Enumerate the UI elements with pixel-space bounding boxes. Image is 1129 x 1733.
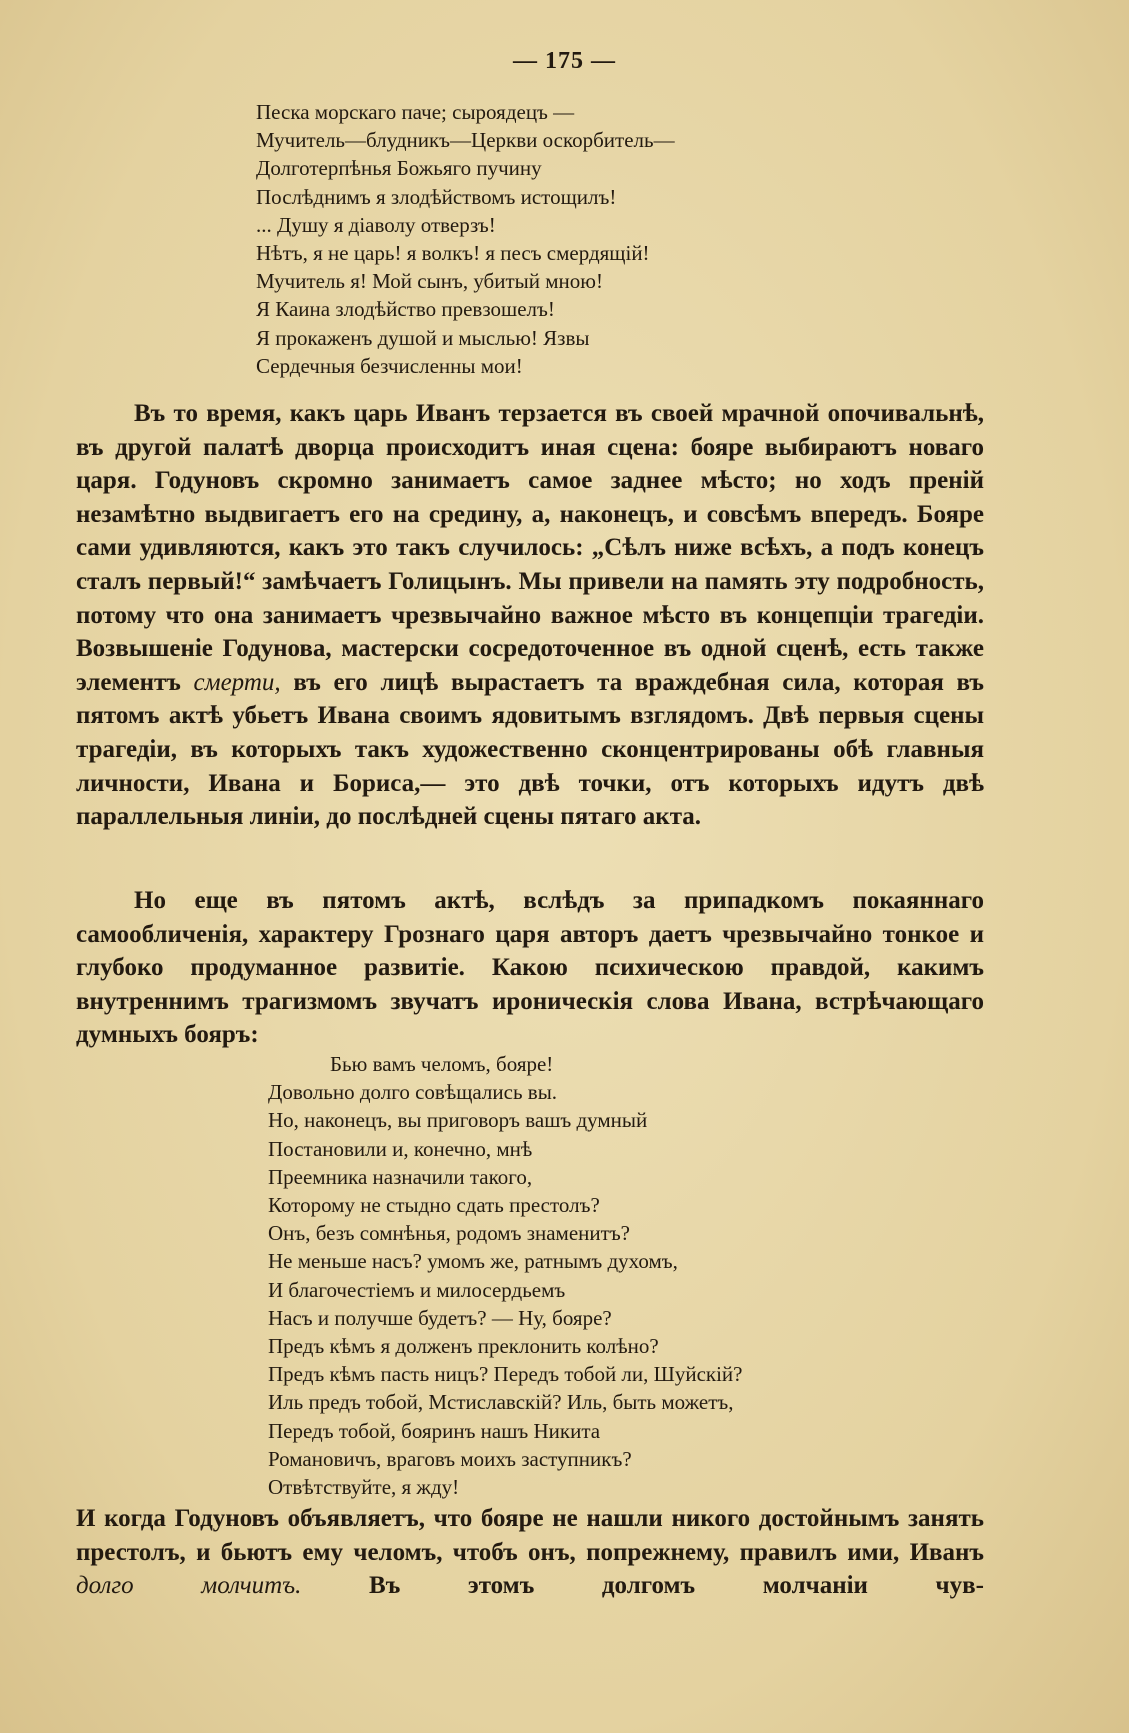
prose-paragraph-2 <box>76 884 984 1052</box>
paragraph-text-part: И когда Годуновъ объявляетъ, что бояре не нашли никого достойнымъ занять престолъ, и бьютъ ему челомъ, чтобъ онъ, попрежнему, правилъ ими, Иванъ <box>76 1505 984 1566</box>
verse-line: Долготерпѣнья Божьяго пучину <box>256 156 542 181</box>
verse-block-1 <box>256 98 675 380</box>
paragraph-text-part: Въ этомъ долгомъ молчаніи чув- <box>301 1572 984 1600</box>
verse-line: Я прокаженъ душой и мыслью! Язвы <box>256 325 590 350</box>
verse-line: Песка морскаго паче; сыроядецъ — <box>256 100 575 124</box>
paragraph-text <box>76 1502 984 1603</box>
verse-line: Не меньше насъ? умомъ же, ратнымъ духомъ, <box>268 1249 678 1274</box>
italic-phrase: долго молчитъ. <box>76 1572 302 1600</box>
verse-line: Мучитель я! Мой сынъ, убитый мною! <box>256 269 603 294</box>
verse-line: Послѣднимъ я злодѣйствомъ истощилъ! <box>256 184 617 209</box>
verse-line: Постановили и, конечно, мнѣ <box>268 1136 533 1161</box>
verse-line: Сердечныя безчисленны мои! <box>256 353 523 378</box>
verse-line: Передъ тобой, бояринъ нашъ Никита <box>268 1418 601 1443</box>
verse-line: Которому не стыдно сдать престолъ? <box>268 1193 600 1218</box>
prose-paragraph-1 <box>76 397 984 834</box>
verse-line: ... Душу я діаволу отверзъ! <box>256 212 496 237</box>
verse-line: Онъ, безъ сомнѣнья, родомъ знаменитъ? <box>268 1221 630 1246</box>
page-number: — 175 — <box>513 48 616 74</box>
paragraph-text <box>76 397 984 834</box>
verse-line: И благочестіемъ и милосердьемъ <box>268 1277 566 1302</box>
verse-line: Нѣтъ, я не царь! я волкъ! я песъ смердящій! <box>256 241 650 266</box>
verse-line: Предъ кѣмъ пасть ницъ? Передъ тобой ли, Шуйскій? <box>268 1362 743 1387</box>
paragraph-text-part: въ его лицѣ вырастаетъ та враждебная сила, которая въ пятомъ актѣ убьетъ Ивана своимъ ядовитымъ взглядомъ. Двѣ первыя сцены трагедіи, въ которыхъ такъ художественно сконцентрированы обѣ главныя личности, Ивана и Бориса,— это двѣ точки, отъ которыхъ идутъ двѣ параллельныя линіи, до послѣдней сцены пятаго акта. <box>76 668 984 831</box>
verse-block-2 <box>268 1050 743 1501</box>
verse-line: Мучитель—блудникъ—Церкви оскорбитель— <box>256 128 675 153</box>
verse-line: Насъ и получше будетъ? — Ну, бояре? <box>268 1305 612 1330</box>
verse-line: Бью вамъ челомъ, бояре! <box>330 1052 554 1076</box>
paragraph-text: Но еще въ пятомъ актѣ, вслѣдъ за припадкомъ покаяннаго самообличенія, характеру Грознаго царя авторъ даетъ чрезвычайно тонкое и глубоко продуманное развитіе. Какою психическою правдой, какимъ внутреннимъ трагизмомъ звучатъ ироническія слова Ивана, встрѣчающаго думныхъ бояръ: <box>76 887 984 1049</box>
prose-paragraph-3 <box>76 1502 984 1603</box>
paragraph-text-part: Въ то время, какъ царь Иванъ терзается въ своей мрачной опочивальнѣ, въ другой палатѣ дворца происходитъ иная сцена: бояре выбираютъ новаго царя. Годуновъ скромно занимаетъ самое заднее мѣсто; но ходъ преній незамѣтно выдвигаетъ его на средину, а, наконецъ, и совсѣмъ впередъ. Бояре сами удивляются, какъ это такъ случилось: „Сѣлъ ниже всѣхъ, а подъ конецъ сталъ первый!“ замѣчаетъ Голицынъ. Мы привели на память эту подробность, потому что она занимаетъ чрезвычайно важное мѣсто въ концепціи трагедіи. Возвышеніе Годунова, мастерски сосредоточенное въ одной сценѣ, есть также элементъ <box>76 400 984 696</box>
verse-line: Преемника назначили такого, <box>268 1164 533 1189</box>
verse-line: Довольно долго совѣщались вы. <box>268 1080 558 1105</box>
italic-word: смерти, <box>193 668 281 696</box>
verse-line: Романовичъ, враговъ моихъ заступникъ? <box>268 1446 632 1471</box>
verse-line: Я Каина злодѣйство превзошелъ! <box>256 297 555 322</box>
verse-line: Отвѣтствуйте, я жду! <box>268 1475 460 1500</box>
verse-line: Иль предъ тобой, Мстиславскій? Иль, быть можетъ, <box>268 1390 734 1415</box>
verse-line: Но, наконецъ, вы приговоръ вашъ думный <box>268 1108 648 1133</box>
verse-line: Предъ кѣмъ я долженъ преклонить колѣно? <box>268 1334 659 1359</box>
